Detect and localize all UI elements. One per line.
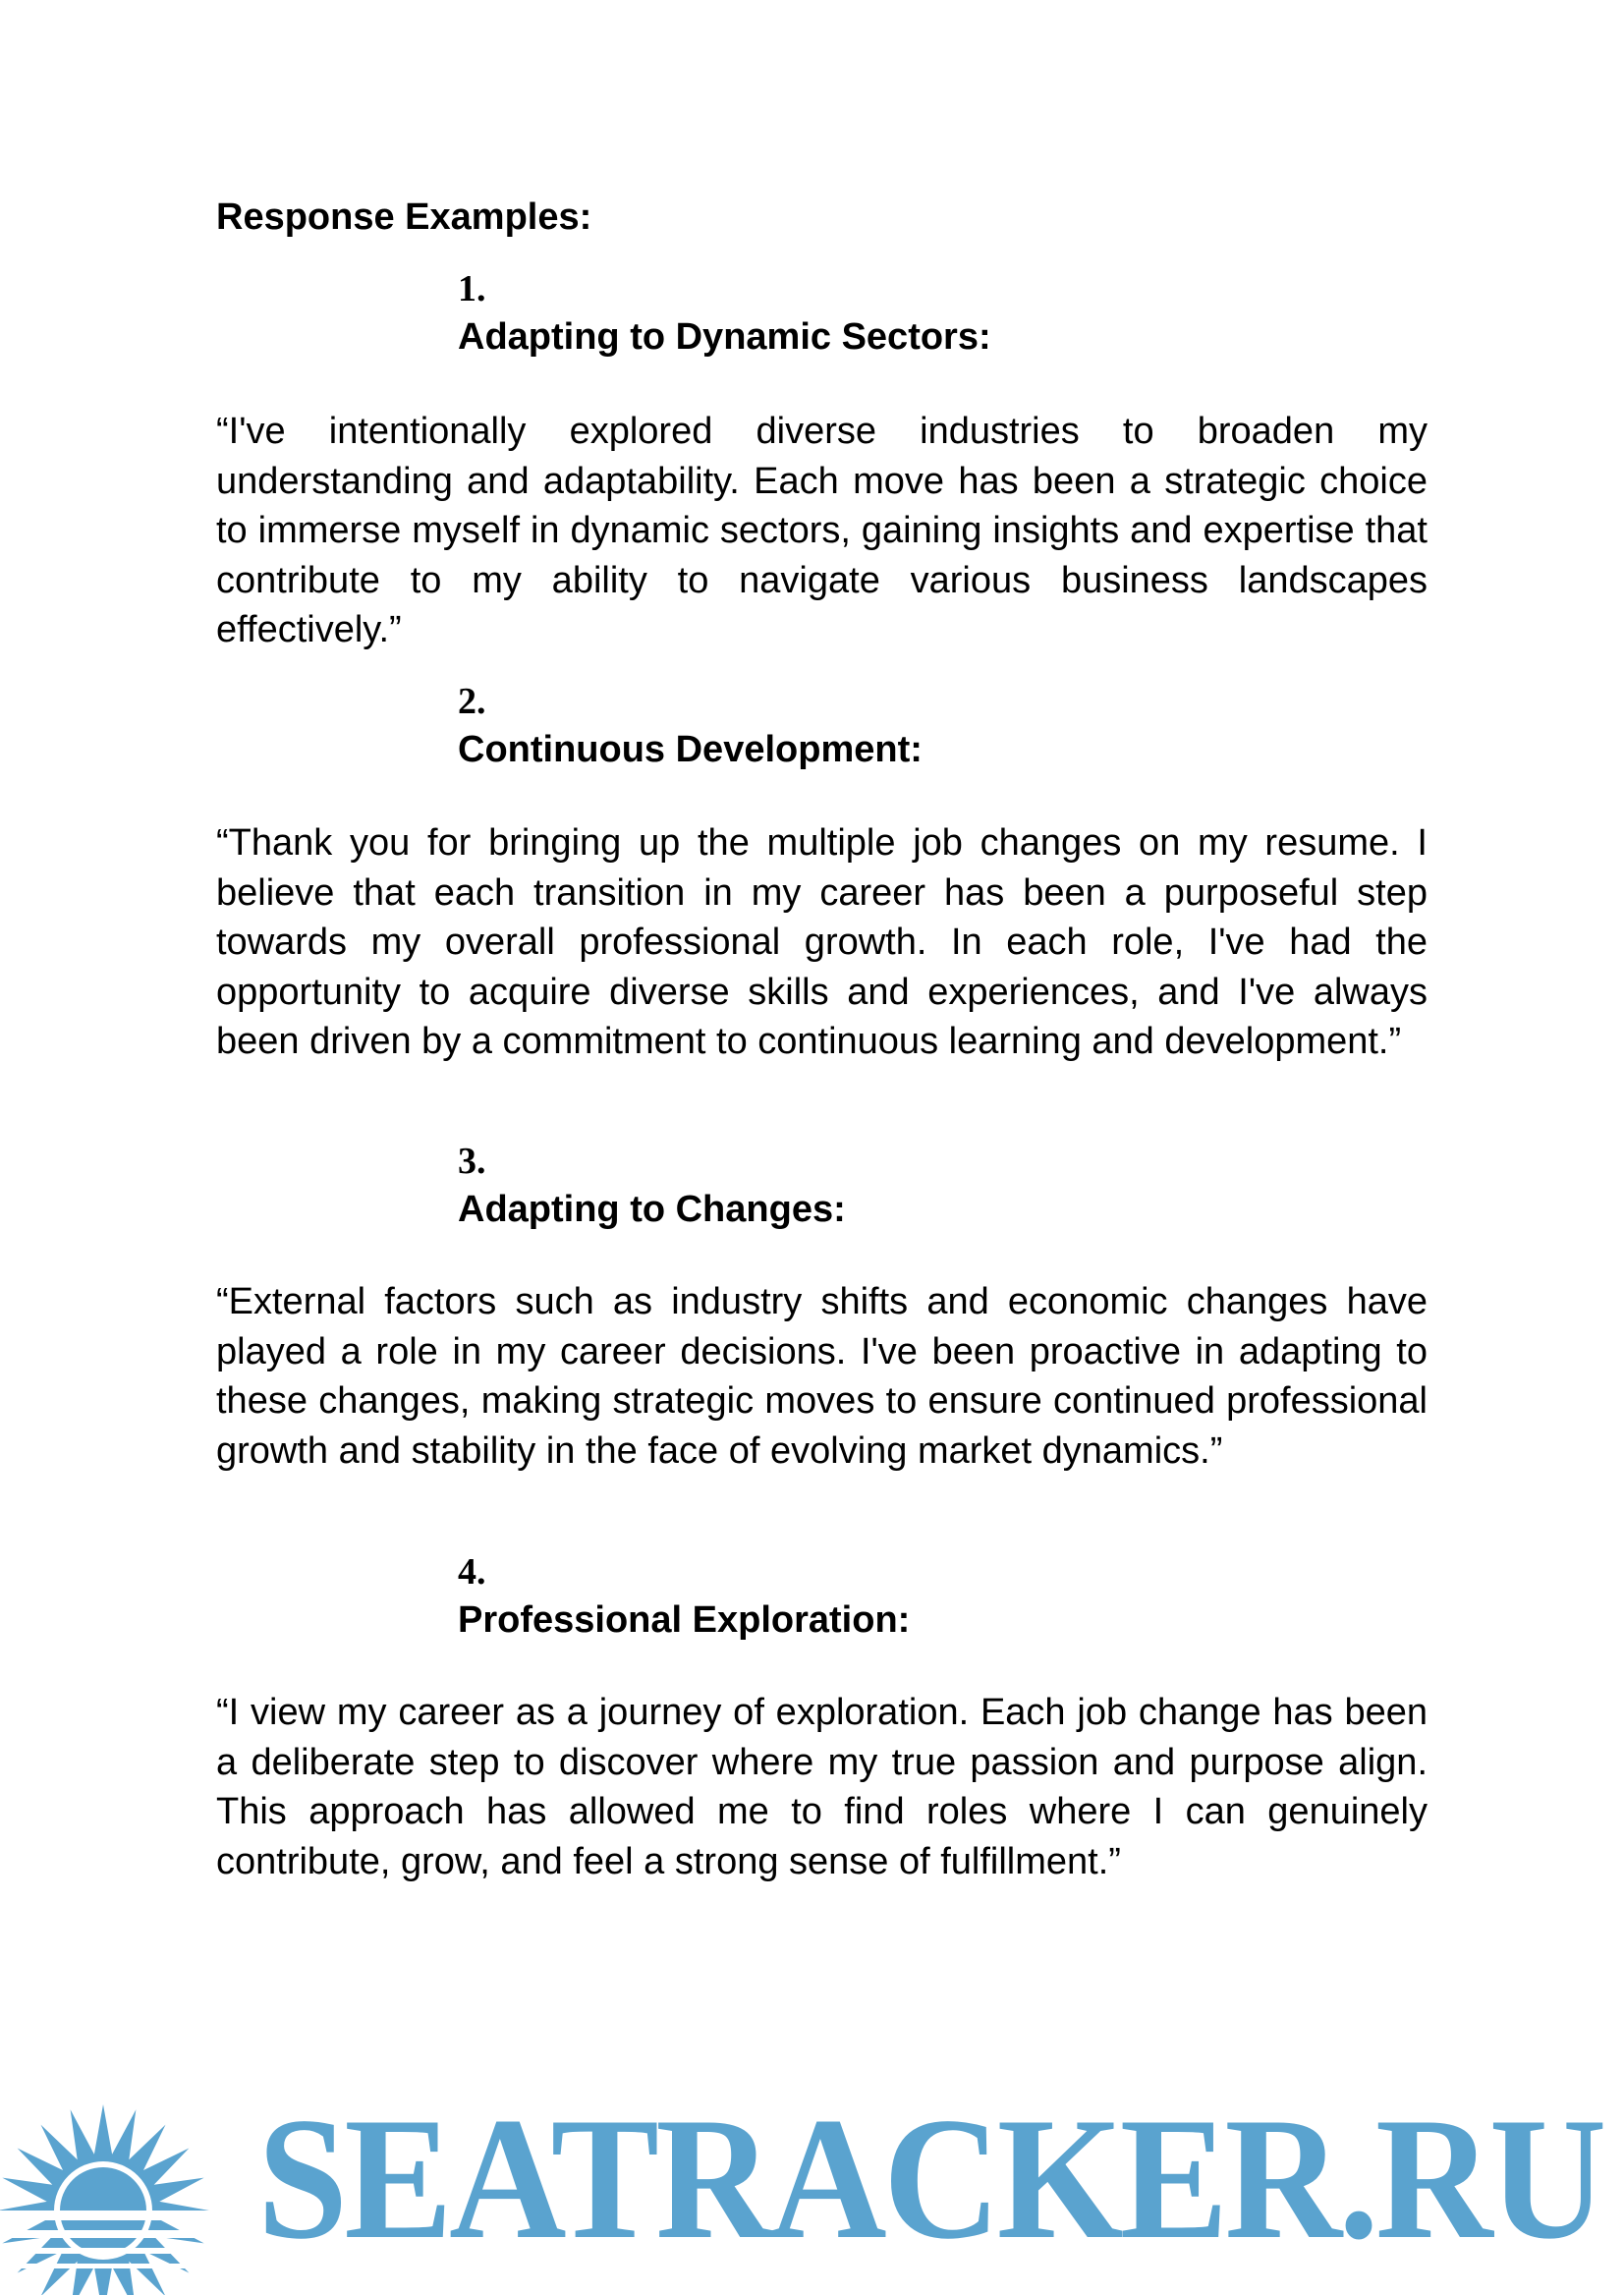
item-title-4: Professional Exploration: — [458, 1599, 911, 1641]
item-number-2: 2. — [458, 681, 486, 722]
item-body-1: “I've intentionally explored diverse industries to broaden my understanding and adaptability. Each move has been a strategic choice to immerse myself in dynamic sectors, gaining insights and expertise that contribute to my ability to navigate various business landscapes effectively.” — [216, 411, 1428, 650]
watermark-text: SEATRACKER.RU — [257, 2081, 1603, 2275]
item-body-2: “Thank you for bringing up the multiple job changes on my resume. I believe that each transition in my career has been a purposeful step towards my overall professional growth. In each role, I've had the opportunity to acquire diverse skills and experiences, and I've always been driven by a commitment to continuous learning and development.” — [216, 822, 1428, 1062]
page-heading: Response Examples: — [216, 196, 592, 238]
item-title-3: Adapting to Changes: — [458, 1189, 846, 1230]
item-body-4: “I view my career as a journey of exploration. Each job change has been a deliberate step to discover where my true passion and purpose align. This approach has allowed me to find roles where I can genuinely contribute, grow, and feel a strong sense of fulfillment.” — [216, 1692, 1428, 1882]
sun-burst-icon — [0, 2073, 255, 2295]
item-body-3: “External factors such as industry shifts and economic changes have played a role in my career decisions. I've been proactive in adapting to these changes, making strategic moves to ensure continued professional growth and stability in the face of evolving market dynamics.” — [216, 1281, 1428, 1472]
item-number-4: 4. — [458, 1551, 486, 1593]
item-number-3: 3. — [458, 1141, 486, 1182]
item-title-1: Adapting to Dynamic Sectors: — [458, 316, 991, 358]
item-number-1: 1. — [458, 268, 486, 309]
item-title-2: Continuous Development: — [458, 729, 923, 770]
